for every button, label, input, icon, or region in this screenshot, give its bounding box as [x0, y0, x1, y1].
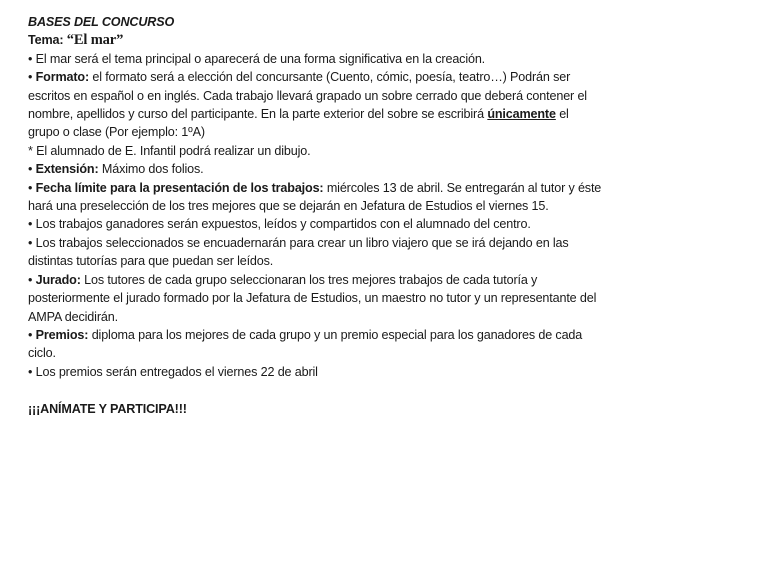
rule-text: miércoles 13 de abril. Se entregarán al tutor y éste hará una preselección de los tres mejores que se dejarán en Jefatura de Estudios el viernes 15.: [28, 180, 602, 214]
rule-text: El mar será el tema principal o aparecerá de una forma significativa en la creación.: [35, 51, 486, 66]
rule-travel-book: [28, 234, 603, 271]
bullet-marker: •: [28, 51, 33, 66]
bullet-marker: •: [28, 364, 33, 379]
rule-theme: [28, 50, 603, 68]
rule-text: el formato será a elección del concursante (Cuento, cómic, poesía, teatro…) Podrán ser escritos en español o en inglés. Cada trabajo llevará grapado un sobre cerrado que deberá contener el nombre, apellidos y curso del participante. En la parte exterior del sobre se escribirá: [28, 70, 587, 122]
rule-extension: [28, 160, 603, 178]
bullet-marker: •: [28, 327, 33, 342]
asterisk-marker: *: [28, 143, 33, 158]
bullet-marker: •: [28, 70, 33, 85]
rule-infantil-note: [28, 142, 603, 160]
rule-prize-delivery: [28, 363, 603, 381]
rule-label: Fecha límite para la presentación de los trabajos:: [35, 180, 324, 195]
document-body: [28, 13, 603, 418]
bullet-marker: •: [28, 217, 33, 232]
tema-line: [28, 31, 603, 49]
tema-value: “El mar”: [66, 32, 124, 49]
rule-text: El alumnado de E. Infantil podrá realizar un dibujo.: [36, 143, 311, 158]
rule-text: Los trabajos seleccionados se encuadernarán para crear un libro viajero que se irá dejando en las distintas tutorías para que puedan ser leídos.: [28, 235, 569, 269]
rule-text: diploma para los mejores de cada grupo y un premio especial para los ganadores de cada ciclo.: [28, 327, 583, 361]
rule-deadline: [28, 179, 603, 216]
rule-label: Extensión:: [35, 162, 99, 177]
bullet-marker: •: [28, 162, 33, 177]
rule-exhibition: [28, 215, 603, 233]
rule-emphasis: únicamente: [487, 107, 556, 122]
closing-call-to-action: ¡¡¡ANÍMATE Y PARTICIPA!!!: [28, 401, 187, 416]
rule-text-after: el grupo o clase (Por ejemplo: 1ºA): [28, 107, 569, 140]
bullet-marker: •: [28, 235, 33, 250]
tema-label: Tema:: [28, 33, 64, 48]
rule-label: Jurado:: [35, 272, 81, 287]
rule-text: Los trabajos ganadores serán expuestos, leídos y compartidos con el alumnado del centro.: [35, 217, 531, 232]
rule-text: Los premios serán entregados el viernes 22 de abril: [35, 364, 318, 379]
rule-text: Máximo dos folios.: [101, 162, 204, 177]
rule-jury: [28, 271, 603, 326]
rule-prizes: [28, 326, 603, 363]
bullet-marker: •: [28, 272, 33, 287]
document-heading: BASES DEL CONCURSO: [28, 15, 175, 29]
rule-label: Formato:: [35, 70, 89, 85]
rule-label: Premios:: [35, 327, 89, 342]
blank-line: [28, 381, 603, 399]
rule-text: Los tutores de cada grupo seleccionaran los tres mejores trabajos de cada tutoría y posteriormente el jurado formado por la Jefatura de Estudios, un maestro no tutor y un representante del AMPA decidirán.: [28, 272, 597, 324]
rule-format: [28, 68, 603, 142]
bullet-marker: •: [28, 180, 33, 195]
